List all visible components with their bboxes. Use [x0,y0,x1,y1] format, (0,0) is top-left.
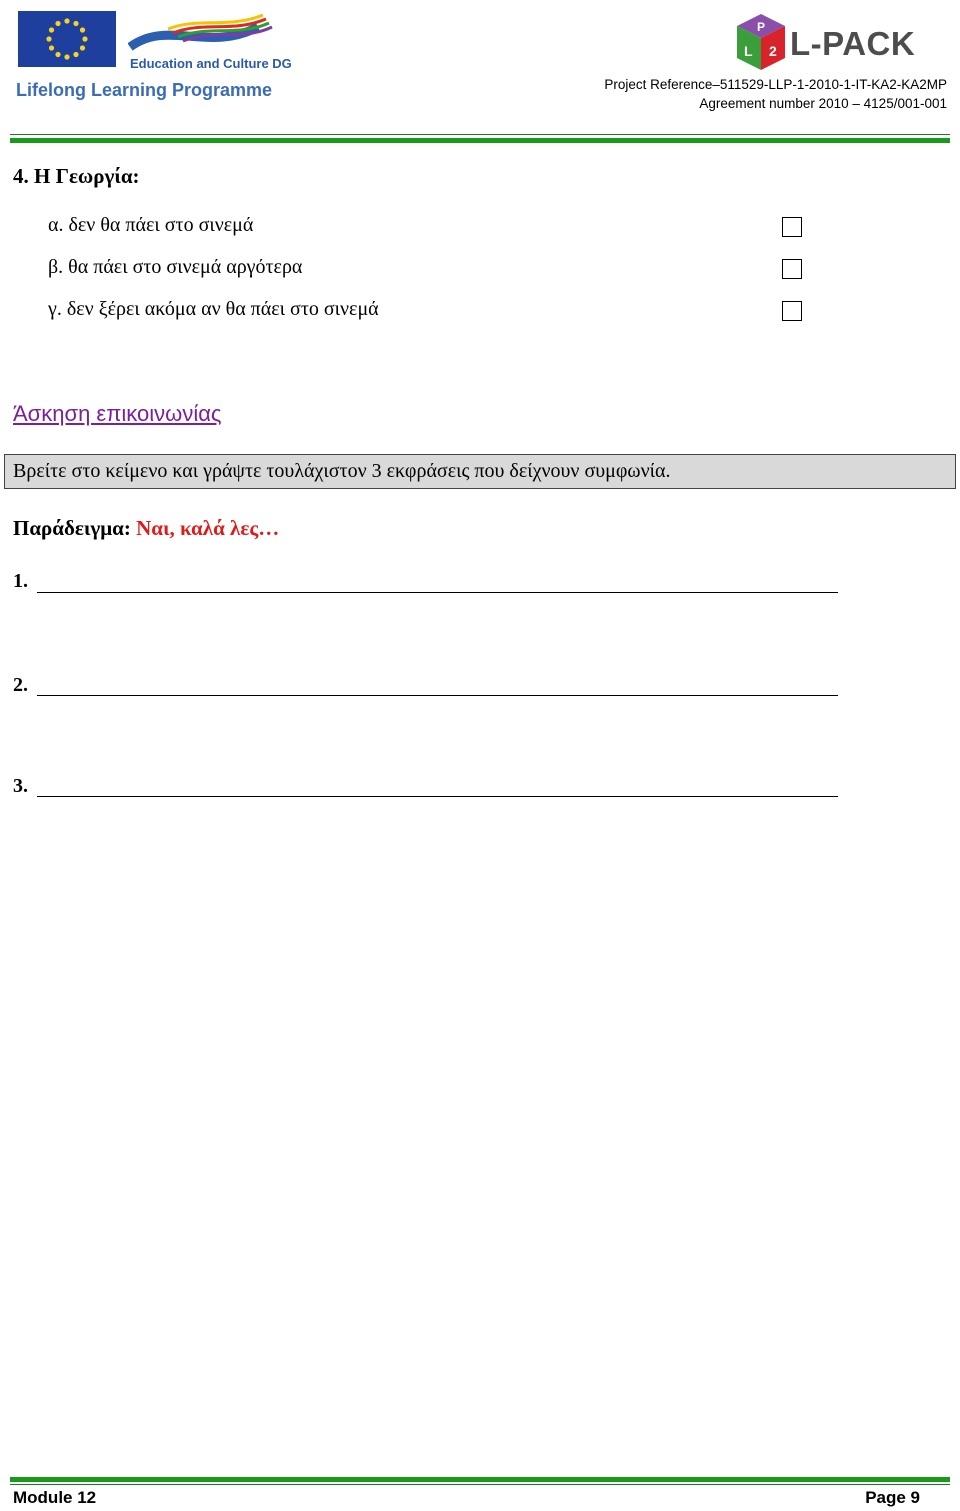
answer-label-1: 1. [13,570,28,592]
answer-line-1[interactable] [37,592,838,593]
option-b-checkbox[interactable] [782,259,802,279]
answer-line-3[interactable] [37,796,838,797]
answer-line-2[interactable] [37,695,838,696]
lpack-text: L-PACK [790,25,916,62]
cube-letter-p: P [757,20,766,34]
cube-letter-l: L [744,43,753,59]
option-c-text: γ. δεν ξέρει ακόμα αν θα πάει στο σινεμά [48,298,379,320]
option-c-checkbox[interactable] [782,301,802,321]
instruction-text: Βρείτε στο κείμενο και γράψτε τουλάχιστον 3 εκφράσεις που δείχνουν συμφωνία. [13,460,671,482]
example-line [13,516,279,541]
answer-label-3: 3. [13,775,28,797]
option-b-text: β. θα πάει στο σινεμά αργότερα [48,256,303,278]
dg-text: Education and Culture DG [130,56,292,71]
cube-letter-2: 2 [769,43,777,59]
footer-rule-thin [10,1484,950,1485]
footer-page-number: Page 9 [865,1488,920,1507]
project-reference: Project Reference–511529-LLP-1-2010-1-IT-KA2-KA2MP [604,77,947,92]
option-a-checkbox[interactable] [782,217,802,237]
exercise-title: Άσκηση επικοινωνίας [13,401,222,426]
option-a-text: α. δεν θα πάει στο σινεμά [48,214,254,236]
answer-label-2: 2. [13,674,28,696]
llp-text: Lifelong Learning Programme [16,80,273,100]
instruction-box [4,454,956,489]
example-answer: Ναι, καλά λες… [136,516,280,540]
lpack-logo [733,12,948,74]
swoosh-icon [128,9,288,57]
cube-icon [733,12,789,72]
footer-module: Module 12 [13,1488,97,1507]
agreement-number: Agreement number 2010 – 4125/001-001 [699,96,947,111]
eu-flag-icon [18,11,116,67]
header-rule-thick [10,138,950,143]
lifelong-learning-logo [10,7,292,107]
footer-rule-thick [10,1477,950,1482]
example-label: Παράδειγμα: [13,516,131,540]
question-title: 4. Η Γεωργία: [13,164,140,188]
header-rule-thin [10,134,950,135]
